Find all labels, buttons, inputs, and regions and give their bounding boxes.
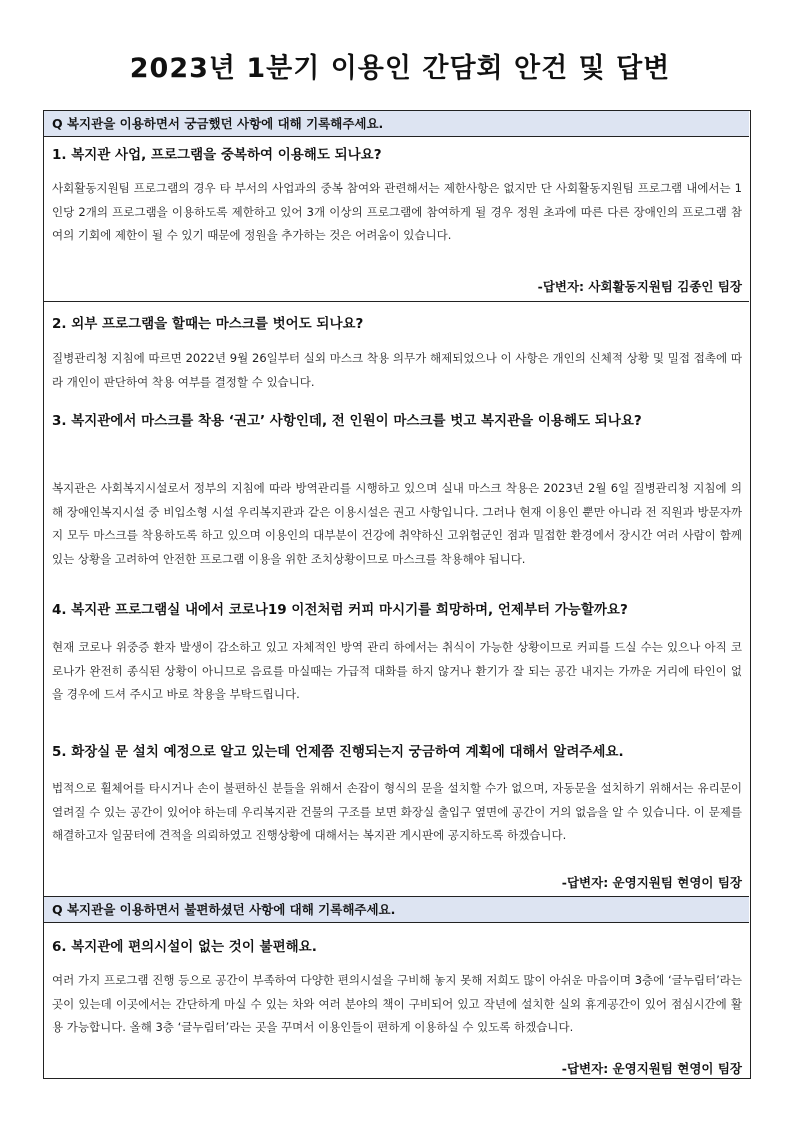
answer-3: 복지관은 사회복지시설로서 정부의 지침에 따라 방역관리를 시행하고 있으며 실내 마스크 착용은 2023년 2월 6일 질병관리청 지침에 의해 장애인복지시설 중 비입소형 시설 우리복지관과 같은 이용시설은 권고 사항입니다. 그러나 현재 이용인 뿐만 아니라 전 직원과 방문자까지 모두 마스크를 착용하도록 하고 있으며 이용인의 대부분이 건강에 취약하신 고위험군인 점과 밀접한 환경에서 장시간 여러 사람이 함께 있는 상황을 고려하여 안전한 프로그램 이용을 위한 조치상황이므로 마스크를 착용해야 됩니다. xyxy=(52,481,742,566)
answer-6: 여러 가지 프로그램 진행 등으로 공간이 부족하여 다양한 편의시설을 구비해 놓지 못해 저희도 많이 아쉬운 마음이며 3층에 ‘글누림터’라는 곳이 있는데 이곳에서는 간단하게 마실 수 있는 차와 여러 분야의 책이 구비되어 있고 작년에 설치한 실외 휴게공간이 있어 점심시간에 활용 가능합니다. 올해 3층 ‘글누림터’라는 곳을 꾸며서 이용인들이 편하게 이용하실 수 있도록 하겠습니다. xyxy=(52,973,742,1034)
question-3: 3. 복지관에서 마스크를 착용 ‘권고’ 사항인데, 전 인원이 마스크를 벗고 복지관을 이용해도 되나요? xyxy=(52,413,642,429)
page-title: 2023년 1분기 이용인 간담회 안건 및 답변 xyxy=(129,53,671,84)
question-6: 6. 복지관에 편의시설이 없는 것이 불편해요. xyxy=(52,939,317,955)
question-2: 2. 외부 프로그램을 할때는 마스크를 벗어도 되나요? xyxy=(52,316,364,332)
answer-1-signature: -답변자: 사회활동지원팀 김종인 팀장 xyxy=(537,279,742,294)
qa-table xyxy=(43,110,751,1079)
section-header-questions: Q 복지관을 이용하면서 궁금했던 사항에 대해 기록해주세요. xyxy=(44,111,749,137)
answer-1: 사회활동지원팀 프로그램의 경우 타 부서의 사업과의 중복 참여와 관련해서는 제한사항은 없지만 단 사회활동지원팀 프로그램 내에서는 1인당 2개의 프로그램을 이용하도록 제한하고 있어 3개 이상의 프로그램에 참여하게 될 경우 정원 초과에 따른 다른 장애인의 프로그램 참여의 기회에 제한이 될 수 있기 때문에 정원을 추가하는 것은 어려움이 있습니다. xyxy=(52,181,743,242)
answer-2: 질병관리청 지침에 따르면 2022년 9월 26일부터 실외 마스크 착용 의무가 해제되었으나 이 사항은 개인의 신체적 상황 및 밀접 접촉에 따라 개인이 판단하여 착용 여부를 결정할 수 있습니다. xyxy=(52,351,742,389)
question-1: 1. 복지관 사업, 프로그램을 중복하여 이용해도 되나요? xyxy=(52,147,382,163)
section-header-inconveniences: Q 복지관을 이용하면서 불편하셨던 사항에 대해 기록해주세요. xyxy=(44,897,749,923)
question-4: 4. 복지관 프로그램실 내에서 코로나19 이전처럼 커피 마시기를 희망하며, 언제부터 가능할까요? xyxy=(52,602,628,618)
answer-4: 현재 코로나 위중증 환자 발생이 감소하고 있고 자체적인 방역 관리 하에서는 취식이 가능한 상황이므로 커피를 드실 수는 있으나 아직 코로나가 완전히 종식된 상황이 아니므로 음료를 마실때는 가급적 대화를 하지 않거나 환기가 잘 되는 공간 내지는 가까운 거리에 타인이 없을 경우에 드셔 주시고 바로 착용을 부탁드립니다. xyxy=(52,640,742,701)
question-5: 5. 화장실 문 설치 예정으로 알고 있는데 언제쯤 진행되는지 궁금하여 계획에 대해서 알려주세요. xyxy=(52,744,624,760)
answer-5: 법적으로 휠체어를 타시거나 손이 불편하신 분들을 위해서 손잡이 형식의 문을 설치할 수가 없으며, 자동문을 설치하기 위해서는 유리문이 열려질 수 있는 공간이 있어야 하는데 우리복지관 건물의 구조를 보면 화장실 출입구 옆면에 공간이 거의 없음을 알 수 있습니다. 이 문제를 해결하고자 일꿈터에 견적을 의뢰하였고 진행상황에 대해서는 복지관 게시판에 공지하도록 하겠습니다. xyxy=(52,781,742,842)
answer-5-signature: -답변자: 운영지원팀 현영이 팀장 xyxy=(561,875,742,890)
answer-6-signature: -답변자: 운영지원팀 현영이 팀장 xyxy=(561,1061,742,1076)
row-divider xyxy=(44,301,749,302)
